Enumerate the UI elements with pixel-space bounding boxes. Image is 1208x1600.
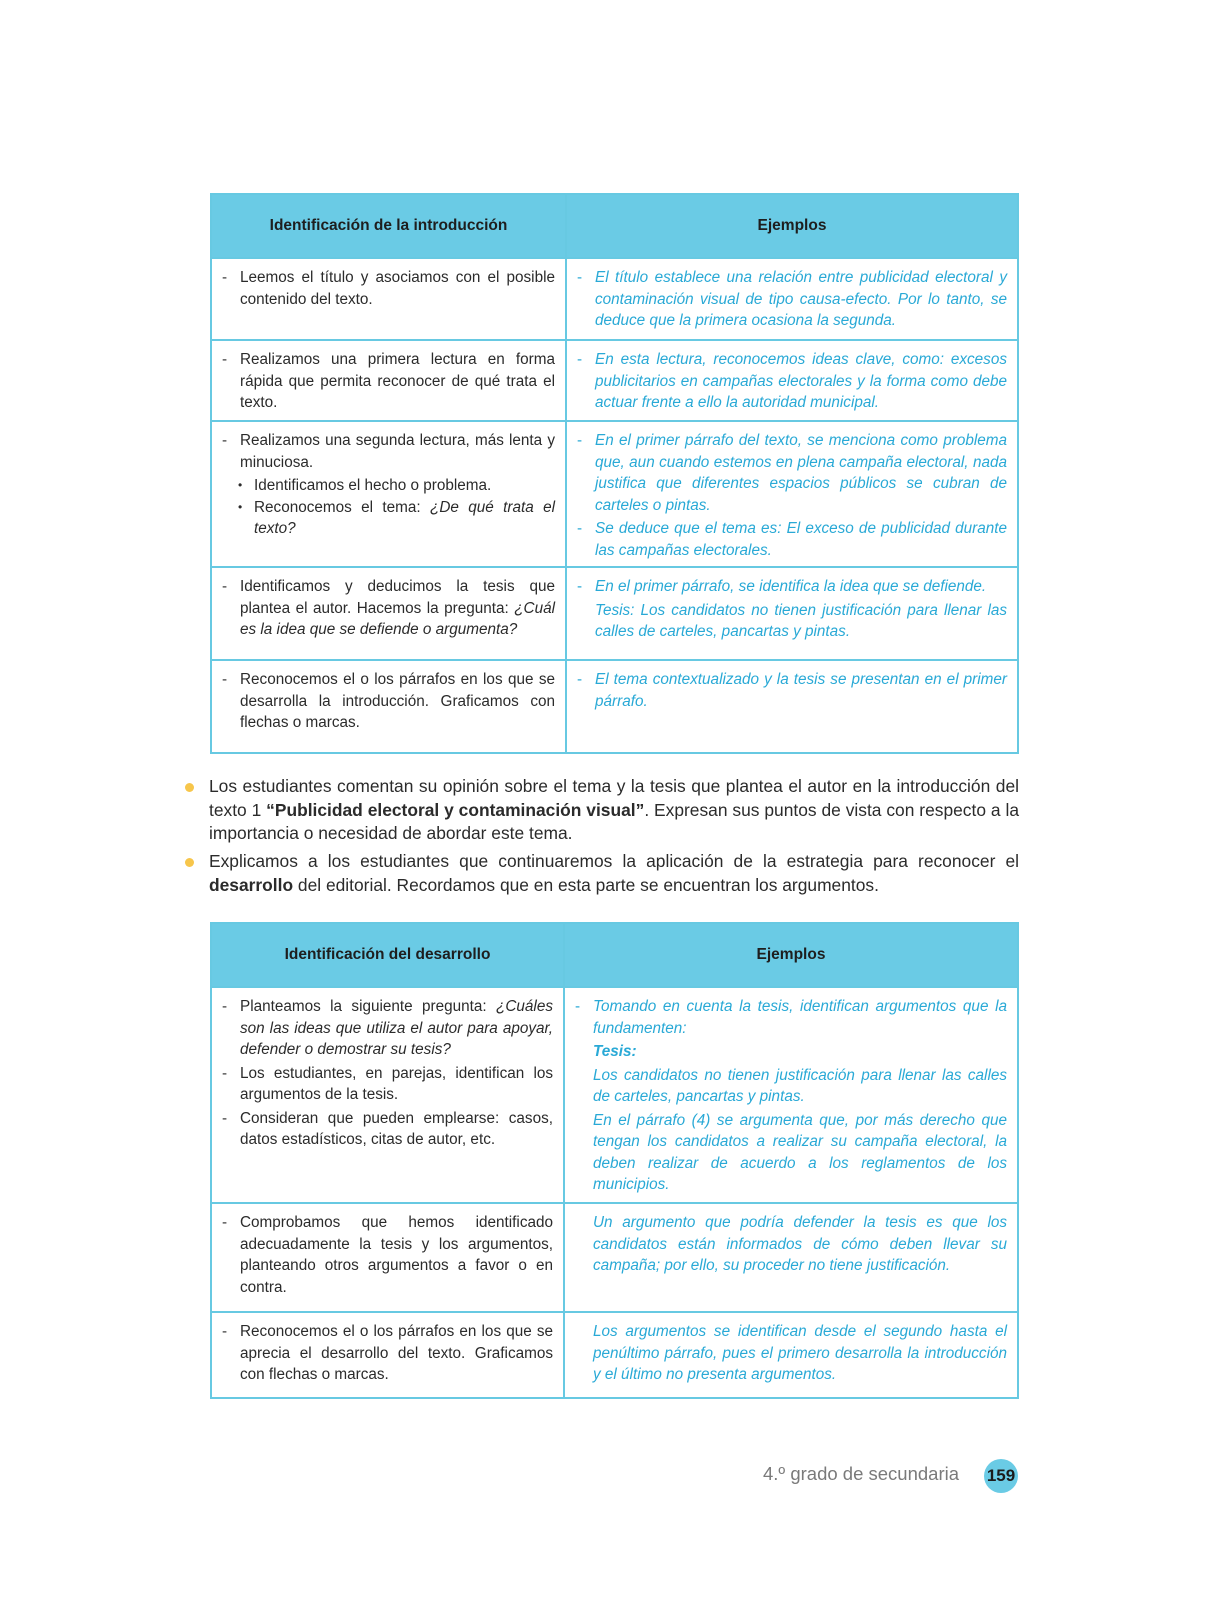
example-text: Tomando en cuenta la tesis, identifican argumentos que la fundamenten: [593,998,1007,1037]
development-table [210,922,1019,1399]
table-cell: - El tema contextualizado y la tesis se presentan en el primer párrafo. [567,661,1017,752]
table-cell: - Comprobamos que hemos identificado adecuadamente la tesis y los argumentos, planteando otros argumentos a favor o en contra. [212,1204,565,1313]
cell-subitem-question: ¿De qué trata el texto? [254,498,555,537]
cell-text: Los estudiantes, en parejas, identifican los argumentos de la tesis. [240,1064,553,1103]
introduction-table [210,193,1019,754]
thesis-label: Tesis: [593,1043,637,1060]
cell-text: Realizamos una segunda lectura, más lenta y minuciosa. [240,432,555,471]
table-cell: - Leemos el título y asociamos con el posible contenido del texto. [212,259,567,341]
example-argument: En el párrafo (4) se argumenta que, por más derecho que tengan los candidatos a realizar su campaña electoral, la deben realizar de acuerdo a los reglamentos de los municipios. [593,1111,1007,1193]
bullet-text: Explicamos a los estudiantes que continuaremos la aplicación de la estrategia para reconocer el [209,851,1019,871]
table-header-left: Identificación del desarrollo [212,924,565,988]
bullet-paragraph [185,850,1019,897]
example-text: En el primer párrafo, se identifica la idea que se defiende. [595,578,987,595]
example-text: Se deduce que el tema es: El exceso de publicidad durante las campañas electorales. [595,520,1007,559]
cell-subitem-text: Reconocemos el tema: [254,498,430,516]
cell-text-part: Planteamos la siguiente pregunta: [240,998,497,1015]
cell-text: Reconocemos el o los párrafos en los que se aprecia el desarrollo del texto. Graficamos con flechas o marcas. [240,1323,553,1383]
grade-label: 4.º grado de secundaria [763,1463,960,1484]
cell-question: ¿Cuáles son las ideas que utiliza el autor para apoyar, defender o demostrar su tesis? [240,998,553,1058]
cell-subitem [254,497,555,540]
cell-question: ¿Cuál es la idea que se defiende o argumenta? [240,599,555,638]
table-cell: - Realizamos una segunda lectura, más lenta y minuciosa. • Identificamos el hecho o problema. • Reconocemos el tema: ¿De qué trata el texto? [212,422,567,568]
cell-text: Comprobamos que hemos identificado adecuadamente la tesis y los argumentos, planteando otros argumentos a favor o en contra. [240,1214,553,1296]
cell-text [240,996,553,1061]
table-cell [565,1204,1017,1313]
bullet-dot-icon [185,783,194,792]
table-cell: - Reconocemos el o los párrafos en los que se desarrolla la introducción. Graficamos con flechas o marcas. [212,661,567,752]
cell-text: Leemos el título y asociamos con el posible contenido del texto. [240,269,555,308]
bullet-dot-icon [185,858,194,867]
table-cell: - En el primer párrafo del texto, se menciona como problema que, aun cuando estemos en plena campaña electoral, nada justifica que diferentes espacios públicos se cubran de carteles o pintas. - Se deduce que el tema es: El exceso de publicidad durante las campañas electorales. [567,422,1017,568]
bullet-bold-term: desarrollo [209,874,294,895]
table-cell: - Reconocemos el o los párrafos en los que se aprecia el desarrollo del texto. Graficamos con flechas o marcas. [212,1313,565,1397]
bullet-paragraph [185,775,1019,846]
table-cell: - Realizamos una primera lectura en forma rápida que permita reconocer de qué trata el texto. [212,341,567,422]
cell-text [240,576,555,641]
example-text: Los argumentos se identifican desde el segundo hasta el penúltimo párrafo, pues el primero desarrolla la introducción y el último no presenta argumentos. [593,1323,1007,1383]
cell-subitem: Identificamos el hecho o problema. [254,477,492,494]
example-text: El título establece una relación entre publicidad electoral y contaminación visual de tipo causa-efecto. Por lo tanto, se deduce que la primera ocasiona la segunda. [595,269,1007,329]
table-cell: - Tomando en cuenta la tesis, identifican argumentos que la fundamenten: Tesis: Los candidatos no tienen justificación para llenar las calles de carteles, pancartas y pintas. En el párrafo (4) se argumenta que, por más derecho que tengan los candidatos a realizar su campaña electoral, la deben realizar de acuerdo a los reglamentos de los municipios. [565,988,1017,1204]
bullet-text: Los estudiantes comentan su opinión sobre el tema y la tesis que plantea el autor en la introducción del texto 1 [209,776,1019,820]
table-cell: - Identificamos y deducimos la tesis que plantea el autor. Hacemos la pregunta: ¿Cuál es la idea que se defiende o argumenta? [212,568,567,661]
example-text: El tema contextualizado y la tesis se presentan en el primer párrafo. [595,671,1007,710]
example-text: En el primer párrafo del texto, se menciona como problema que, aun cuando estemos en plena campaña electoral, nada justifica que diferentes espacios públicos se cubran de carteles o pintas. [595,432,1007,514]
table-header-right: Ejemplos [567,195,1017,259]
table-cell [565,1313,1017,1397]
page-number: 159 [984,1459,1018,1493]
example-text: En esta lectura, reconocemos ideas clave, como: excesos publicitarios en campañas electorales y la forma como debe actuar frente a ello la autoridad municipal. [595,351,1007,411]
bullet-text: del editorial. Recordamos que en esta parte se encuentran los argumentos. [293,874,879,895]
cell-text: Realizamos una primera lectura en forma rápida que permita reconocer de qué trata el texto. [240,351,555,411]
table-cell: - Planteamos la siguiente pregunta: ¿Cuáles son las ideas que utiliza el autor para apoyar, defender o demostrar su tesis? - Los estudiantes, en parejas, identifican los argumentos de la tesis. - Consideran que pueden emplearse: casos, datos estadísticos, citas de autor, etc. [212,988,565,1204]
example-thesis: Tesis: Los candidatos no tienen justificación para llenar las calles de carteles, pancartas y pintas. [595,601,1007,640]
bullet-text: . Expresan sus puntos de vista con respecto a la importancia o necesidad de abordar este tema. [209,799,1019,843]
example-thesis: Los candidatos no tienen justificación para llenar las calles de carteles, pancartas y pintas. [593,1066,1007,1105]
cell-text: Consideran que pueden emplearse: casos, datos estadísticos, citas de autor, etc. [240,1109,553,1148]
example-text: Un argumento que podría defender la tesis es que los candidatos están informados de cómo deben llevar su campaña; por ello, su proceder no tiene justificación. [593,1214,1007,1274]
bullet-bold-title: “Publicidad electoral y contaminación visual” [266,799,645,820]
table-header-right: Ejemplos [565,924,1017,988]
table-cell: - En esta lectura, reconocemos ideas clave, como: excesos publicitarios en campañas electorales y la forma como debe actuar frente a ello la autoridad municipal. [567,341,1017,422]
table-header-left: Identificación de la introducción [212,195,567,259]
cell-text: Reconocemos el o los párrafos en los que se desarrolla la introducción. Graficamos con flechas o marcas. [240,671,555,731]
cell-text-part: Identificamos y deducimos la tesis que plantea el autor. Hacemos la pregunta: [240,578,555,617]
table-cell: - En el primer párrafo, se identifica la idea que se defiende. Tesis: Los candidatos no tienen justificación para llenar las calles de carteles, pancartas y pintas. [567,568,1017,661]
table-cell: - El título establece una relación entre publicidad electoral y contaminación visual de tipo causa-efecto. Por lo tanto, se deduce que la primera ocasiona la segunda. [567,259,1017,341]
